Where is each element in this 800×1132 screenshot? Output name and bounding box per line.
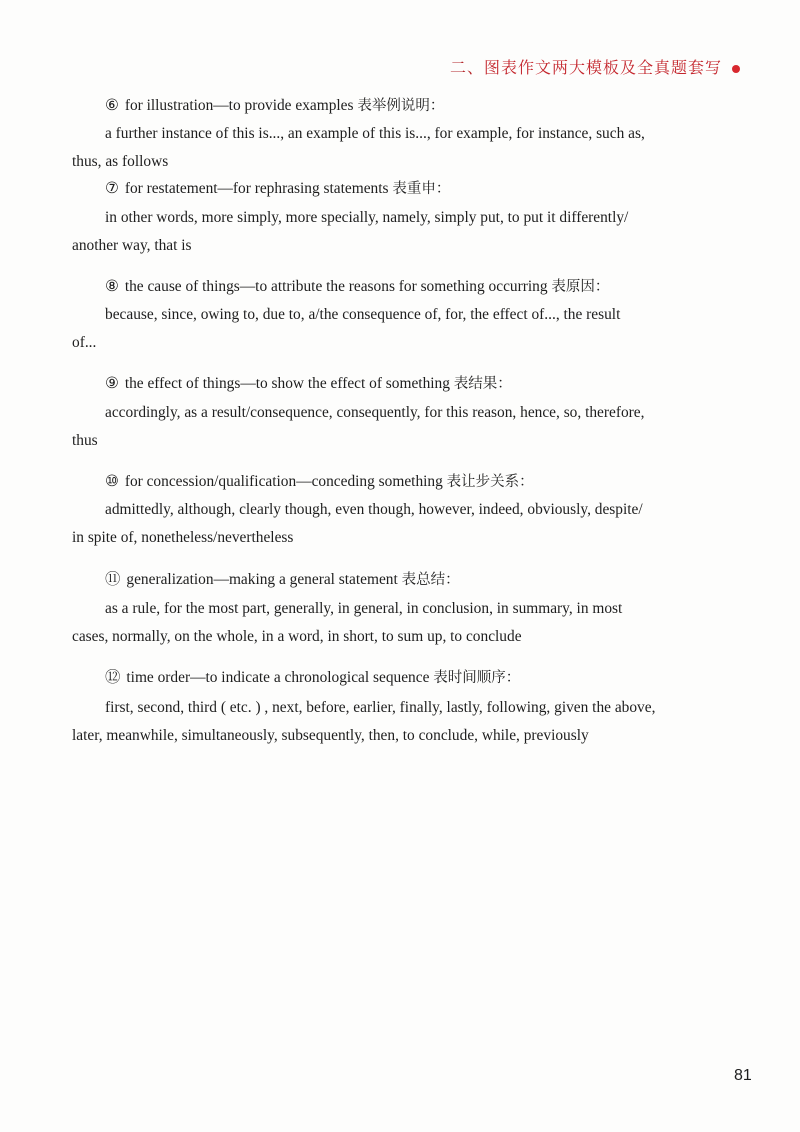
heading-text: for concession/qualification—conceding something [124,473,443,490]
section-body-line: in other words, more simply, more specially, namely, simply put, to put it differently/ [105,209,629,226]
header-prefix: 二、 [449,58,484,77]
section-body-line: because, since, owing to, due to, a/the consequence of, for, the effect of..., the result [105,306,621,323]
item-number: ⑦ [105,180,119,197]
section-body-line: in spite of, nonetheless/nevertheless [72,529,294,546]
section-body-line: of... [72,334,97,351]
section-heading [105,95,444,117]
section-heading [105,667,520,689]
item-number: ⑪ [105,571,121,588]
heading-text: for illustration—to provide examples [124,97,354,114]
section-body-line: later, meanwhile, simultaneously, subsequently, then, to conclude, while, previously [72,727,589,744]
item-number: ⑧ [105,278,119,295]
header-title: 图表作文两大模板及全真题套写 [483,58,722,77]
section-heading [105,471,534,493]
section-heading [105,569,460,591]
section-body-line: cases, normally, on the whole, in a word, in short, to sum up, to conclude [72,628,522,645]
section-heading [105,276,609,298]
section-heading [105,178,450,200]
section-body-line: as a rule, for the most part, generally, in general, in conclusion, in summary, in most [105,600,623,617]
heading-text: the cause of things—to attribute the reasons for something occurring [124,278,548,295]
item-number: ⑨ [105,375,119,392]
item-number: ⑩ [105,473,119,490]
item-number: ⑫ [105,669,121,686]
section-body-line: thus, as follows [72,153,169,170]
heading-zh: 表时间顺序： [433,670,521,686]
heading-text: time order—to indicate a chronological sequence [126,669,430,686]
running-header [450,57,740,79]
heading-zh: 表结果： [453,376,512,392]
section-body-line: thus [72,432,98,449]
heading-text: the effect of things—to show the effect of something [124,375,450,392]
item-number: ⑥ [105,97,119,114]
section-body-line: a further instance of this is..., an example of this is..., for example, for instance, such as, [105,125,645,142]
section-body-line: first, second, third ( etc. ) , next, before, earlier, finally, lastly, following, given the above, [105,699,656,716]
page-number: 81 [734,1067,752,1084]
header-dot-icon [732,65,740,73]
heading-zh: 表重申： [392,181,451,197]
heading-text: for restatement—for rephrasing statements [124,180,389,197]
heading-zh: 表让步关系： [446,474,534,490]
section-body-line: admittedly, although, clearly though, even though, however, indeed, obviously, despite/ [105,501,643,518]
heading-text: generalization—making a general statement [126,571,398,588]
heading-zh: 表原因： [551,279,610,295]
heading-zh: 表总结： [401,572,460,588]
section-body-line: accordingly, as a result/consequence, consequently, for this reason, hence, so, therefore, [105,404,645,421]
heading-zh: 表举例说明： [357,98,445,114]
section-body-line: another way, that is [72,237,192,254]
section-heading [105,373,512,395]
